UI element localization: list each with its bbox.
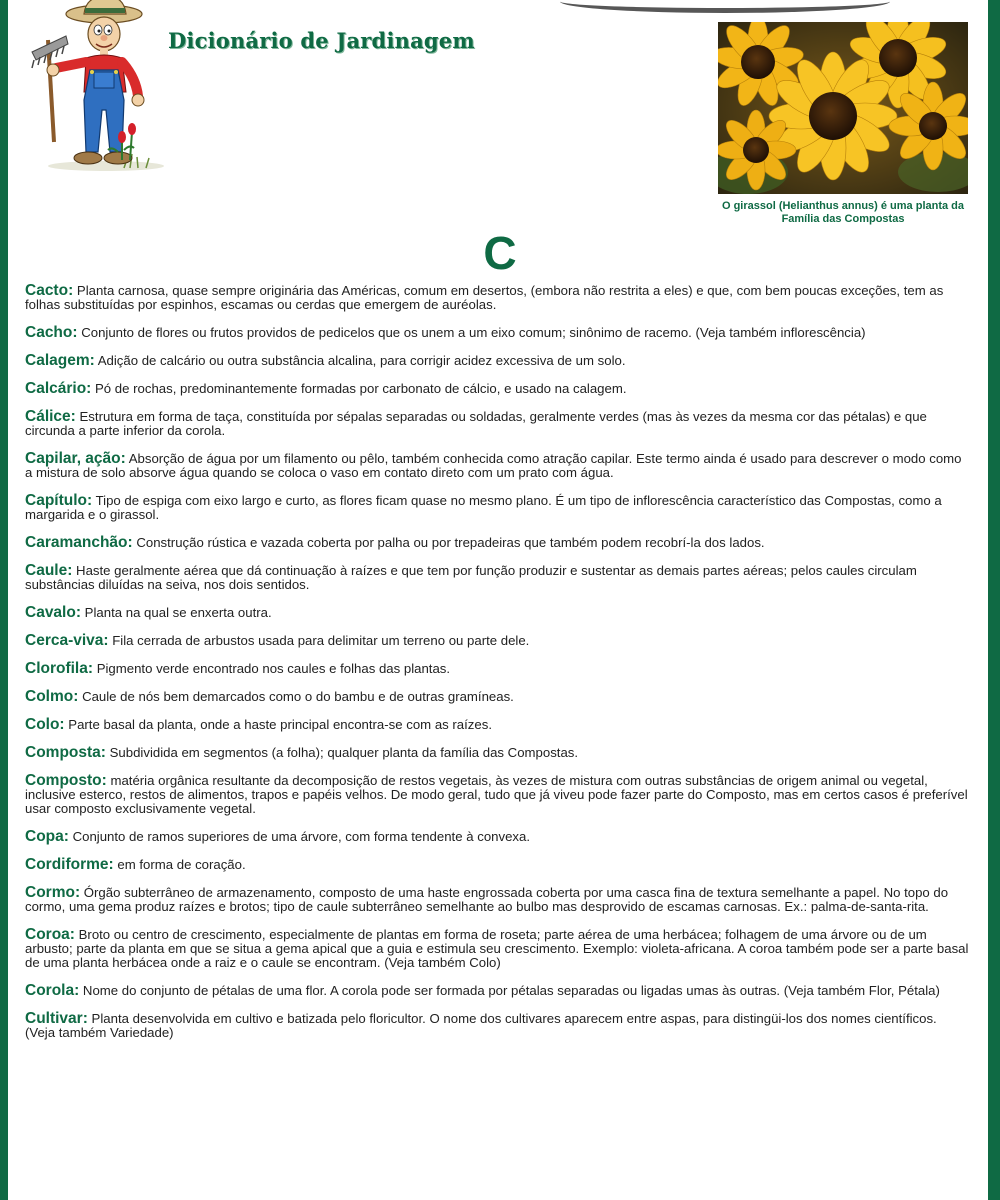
site-title: Dicionário de Jardinagem	[168, 28, 475, 53]
glossary-term: Cultivar:	[25, 1010, 88, 1027]
glossary-term: Cacto:	[25, 282, 74, 299]
sunflower-photo	[718, 22, 968, 194]
glossary-entry	[25, 410, 970, 438]
glossary-term: Colo:	[25, 716, 65, 733]
glossary-definition: Absorção de água por um filamento ou pêlo, também conhecida como atração capilar. Este termo ainda é usado para descrever o modo como a mistura de solo absorve água quando se coloca o vaso em contato direto com um prato com água.	[25, 451, 962, 480]
glossary-term: Caule:	[25, 562, 73, 579]
glossary-entry	[25, 718, 970, 732]
glossary-definition: Parte basal da planta, onde a haste principal encontra-se com as raízes.	[68, 717, 492, 732]
glossary-entry	[25, 746, 970, 760]
section-letter-heading: C	[483, 227, 517, 279]
glossary-entry	[25, 354, 970, 368]
glossary-term: Capilar, ação:	[25, 450, 126, 467]
glossary-term: Capítulo:	[25, 492, 93, 509]
glossary-definition: Pó de rochas, predominantemente formadas por carbonato de cálcio, e usado na calagem.	[95, 381, 627, 396]
glossary-definition: Órgão subterrâneo de armazenamento, composto de uma haste engrossada coberta por uma casca fina de textura semelhante a papel. No topo do cormo, uma gema produz raízes e brotos; tipo de caule subterrâneo semelhante ao bulbo mas desprovido de escamas carnosas. Ex.: palma-de-santa-rita.	[25, 885, 949, 914]
page-frame-left	[0, 0, 8, 1200]
header-swoosh-decoration	[560, 0, 890, 13]
glossary-definition: Tipo de espiga com eixo largo e curto, as flores ficam quase no mesmo plano. É um tipo de inflorescência característico das Compostas, como a margarida e o girassol.	[25, 493, 942, 522]
glossary-entry	[25, 606, 970, 620]
glossary-definition: Planta carnosa, quase sempre originária das Américas, comum em desertos, (embora não restrita a eles) e que, com bem poucas exceções, tem as folhas substituídas por espinhos, escamas ou cerdas que emergem de auréolas.	[25, 283, 944, 312]
glossary-term: Corola:	[25, 982, 80, 999]
glossary-definition: Adição de calcário ou outra substância alcalina, para corrigir acidez excessiva de um solo.	[97, 353, 626, 368]
glossary-definition: Nome do conjunto de pétalas de uma flor. A corola pode ser formada por pétalas separadas ou ligadas umas às outras. (Veja também Flor, Pétala)	[82, 983, 940, 998]
glossary-entry	[25, 690, 970, 704]
glossary-term: Caramanchão:	[25, 534, 133, 551]
glossary-entry	[25, 774, 970, 816]
glossary-definition: Subdividida em segmentos (a folha); qualquer planta da família das Compostas.	[109, 745, 579, 760]
glossary-term: Calagem:	[25, 352, 95, 369]
glossary-term: Cacho:	[25, 324, 78, 341]
glossary-entry	[25, 536, 970, 550]
glossary-definition: Construção rústica e vazada coberta por palha ou por trepadeiras que também podem recobrí-la dos lados.	[136, 535, 765, 550]
page-frame-right	[988, 0, 1000, 1200]
glossary-entry	[25, 830, 970, 844]
glossary-term: Colmo:	[25, 688, 79, 705]
photo-caption: O girassol (Helianthus annus) é uma planta da Família das Compostas	[721, 200, 965, 225]
glossary-entry-list	[25, 284, 970, 1054]
glossary-term: Cordiforme:	[25, 856, 114, 873]
glossary-entry	[25, 1012, 970, 1040]
glossary-term: Cormo:	[25, 884, 81, 901]
glossary-definition: Caule de nós bem demarcados como o do bambu e de outras gramíneas.	[82, 689, 514, 704]
glossary-definition: Estrutura em forma de taça, constituída por sépalas separadas ou soldadas, geralmente verdes (mas às vezes da mesma cor das pétalas) e que circunda a parte inferior da corola.	[25, 409, 927, 438]
glossary-definition: Broto ou centro de crescimento, especialmente de plantas em forma de roseta; parte aérea de uma herbácea; folhagem de uma árvore ou de um arbusto; parte da planta em que se situa a gema apical que a guia e estimula seu crescimento. Exemplo: violeta-africana. A coroa também pode ser a parte basal de uma planta herbácea onde a raiz e o caule se encontram. (Veja também Colo)	[25, 927, 969, 970]
glossary-entry	[25, 494, 970, 522]
glossary-definition: Conjunto de ramos superiores de uma árvore, com forma tendente à convexa.	[72, 829, 531, 844]
glossary-definition: Fila cerrada de arbustos usada para delimitar um terreno ou parte dele.	[112, 633, 530, 648]
glossary-term: Copa:	[25, 828, 69, 845]
glossary-definition: em forma de coração.	[117, 857, 246, 872]
glossary-definition: Pigmento verde encontrado nos caules e folhas das plantas.	[96, 661, 451, 676]
glossary-term: Composta:	[25, 744, 106, 761]
glossary-term: Cálice:	[25, 408, 76, 425]
glossary-term: Composto:	[25, 772, 107, 789]
glossary-term: Cavalo:	[25, 604, 81, 621]
glossary-term: Calcário:	[25, 380, 92, 397]
glossary-definition: Haste geralmente aérea que dá continuação à raízes e que tem por função produzir e sustentar as demais partes aéreas; pelos caules circulam substâncias diluídas na seiva, nos dois sentidos.	[25, 563, 917, 592]
glossary-entry	[25, 662, 970, 676]
glossary-term: Clorofila:	[25, 660, 94, 677]
glossary-entry	[25, 326, 970, 340]
glossary-entry	[25, 382, 970, 396]
glossary-definition: Planta na qual se enxerta outra.	[84, 605, 272, 620]
glossary-entry	[25, 452, 970, 480]
glossary-entry	[25, 928, 970, 970]
glossary-entry	[25, 984, 970, 998]
glossary-entry	[25, 886, 970, 914]
glossary-entry	[25, 634, 970, 648]
glossary-entry	[25, 284, 970, 312]
glossary-entry	[25, 564, 970, 592]
glossary-term: Cerca-viva:	[25, 632, 109, 649]
glossary-definition: Planta desenvolvida em cultivo e batizada pelo floricultor. O nome dos cultivares aparecem entre aspas, para distingüi-los dos nomes científicos. (Veja também Variedade)	[25, 1011, 937, 1040]
gardener-mascot-illustration	[26, 0, 166, 175]
glossary-term: Coroa:	[25, 926, 75, 943]
glossary-entry	[25, 858, 970, 872]
glossary-definition: Conjunto de flores ou frutos providos de pedicelos que os unem a um eixo comum; sinônimo de racemo. (Veja também inflorescência)	[81, 325, 866, 340]
glossary-definition: matéria orgânica resultante da decomposição de restos vegetais, às vezes de mistura com outras substâncias de origem animal ou vegetal, inclusive esterco, restos de alimentos, trapos e papéis velhos. De modo geral, tudo que já viveu pode fazer parte do Composto, mas em certos casos é preferível usar composto exclusivamente vegetal.	[25, 773, 968, 816]
